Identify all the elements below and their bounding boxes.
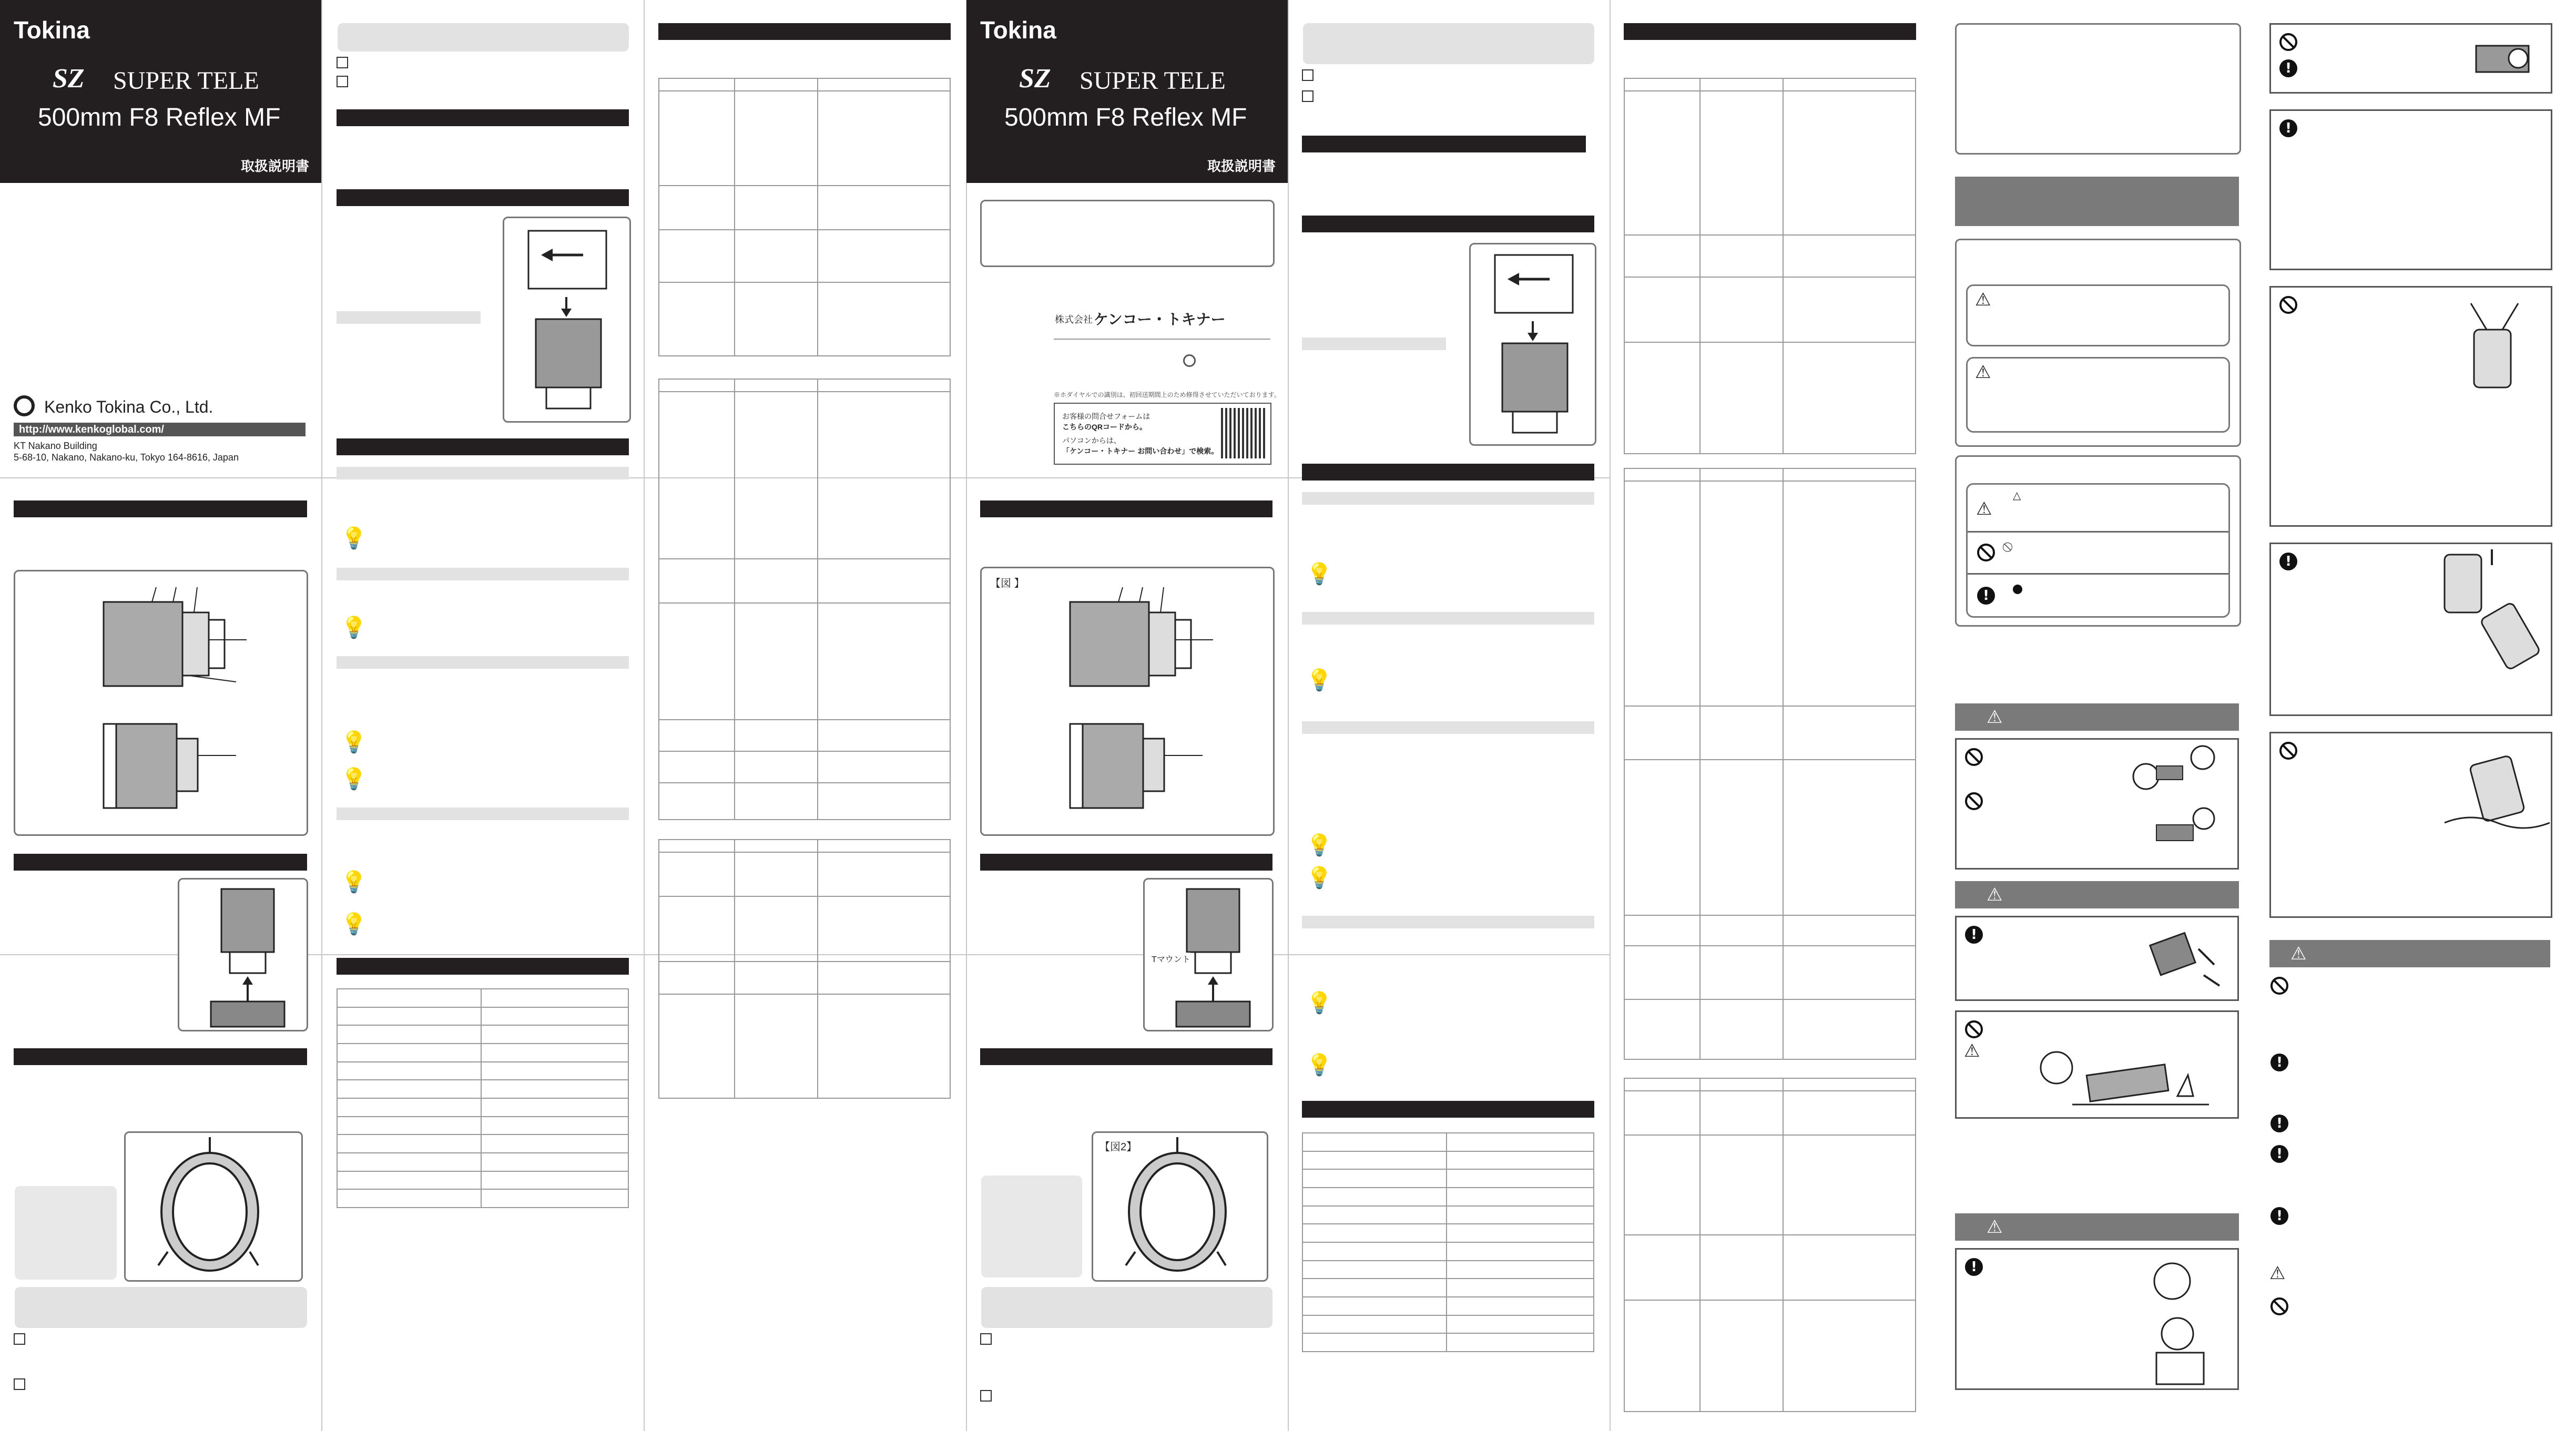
troubleshoot-table — [1624, 78, 1916, 454]
checkbox-icon[interactable] — [1302, 90, 1314, 102]
mandatory-icon: ! — [2270, 1207, 2288, 1225]
series-logo: SZ — [53, 64, 85, 94]
mandatory-icon: ! — [2279, 553, 2297, 570]
warning-triangle-icon: ⚠ — [1987, 707, 2003, 728]
caption-bar — [1302, 338, 1446, 350]
company-name: Kenko Tokina Co., Ltd. — [44, 397, 213, 416]
checkbox-icon[interactable] — [980, 1390, 992, 1402]
section-title-bar — [338, 23, 629, 52]
symbol-meaning-box — [1955, 455, 2241, 627]
checkbox-icon[interactable] — [14, 1378, 25, 1390]
subsection-bar — [1302, 492, 1594, 505]
subsection-bar — [1302, 612, 1594, 625]
section-header — [1302, 216, 1594, 232]
bulb-icon: 💡 — [341, 731, 367, 754]
warning-bar — [1955, 703, 2239, 731]
bulb-icon: 💡 — [341, 913, 367, 936]
bulb-icon: 💡 — [1306, 834, 1332, 857]
company-name: ケンコー・トキナー — [1094, 311, 1226, 328]
subsection-bar — [337, 467, 629, 479]
mandatory-icon: ! — [2270, 1054, 2288, 1071]
company-logo-icon — [14, 395, 35, 416]
qr-box — [1054, 403, 1271, 465]
section-header — [337, 958, 629, 975]
caution-item — [2269, 732, 2552, 918]
series-name: SUPER TELE — [1080, 67, 1226, 95]
subsection-bar — [337, 808, 629, 820]
warning-triangle-icon: ⚠ — [1975, 362, 1991, 383]
section-header — [1302, 136, 1586, 152]
subsection-bar — [1302, 916, 1594, 928]
symbol-list — [1966, 483, 2230, 618]
company-prefix: 株式会社 — [1055, 314, 1093, 325]
qr-text-1: お客様の問合せフォームは — [1062, 412, 1150, 421]
warning-legend — [1966, 284, 2230, 346]
note-box — [981, 1176, 1082, 1277]
child-safety-illustration-icon — [1957, 1250, 2237, 1388]
cover-header — [0, 0, 321, 183]
figure-label: 【図 】 — [990, 578, 1025, 589]
bulb-icon: 💡 — [341, 616, 367, 639]
bulb-icon: 💡 — [1306, 669, 1332, 692]
lens-diagram-icon — [982, 568, 1273, 834]
lens-cleaning-illustration-icon — [2271, 25, 2551, 92]
bulb-icon: 💡 — [341, 768, 367, 791]
notice-box — [980, 200, 1275, 267]
bulb-icon: 💡 — [341, 871, 367, 894]
caution-item — [2269, 543, 2552, 716]
checkbox-icon[interactable] — [980, 1333, 992, 1345]
note-bar — [981, 1287, 1272, 1328]
section-header — [1302, 1101, 1594, 1118]
ring-figure — [124, 1131, 303, 1282]
fold-line — [321, 0, 322, 1431]
lens-storage-illustration-icon — [2271, 544, 2551, 714]
caution-item — [2269, 286, 2552, 527]
checkbox-icon[interactable] — [337, 76, 348, 87]
warning-triangle-icon: ⚠ — [2269, 1263, 2286, 1284]
prohibited-icon — [2270, 1297, 2288, 1315]
warning-item — [1955, 916, 2239, 1001]
mandatory-icon: ! — [1965, 1258, 1983, 1276]
qr-text-4: 「ケンコー・トキナー お問い合わせ」で検索。 — [1062, 447, 1219, 455]
note-bar — [15, 1287, 307, 1328]
section-header — [658, 23, 951, 40]
fold-line — [1288, 0, 1289, 1431]
warning-triangle-icon: ⚠ — [1976, 498, 1992, 519]
bulb-icon: 💡 — [1306, 563, 1332, 586]
troubleshoot-table — [1624, 1078, 1916, 1412]
drop-lens-illustration-icon — [1957, 917, 2237, 999]
fold-line — [966, 0, 967, 1431]
mandatory-icon: ! — [1965, 926, 1983, 944]
section-header — [980, 1048, 1272, 1065]
mandatory-icon: ! — [2270, 1115, 2288, 1132]
manual-label: 取扱説明書 — [241, 158, 310, 174]
mandatory-icon: ! — [2270, 1145, 2288, 1163]
mandatory-icon: ! — [2279, 59, 2297, 77]
qr-text-3: パソコンからは、 — [1062, 436, 1121, 445]
mount-diagram-icon — [179, 880, 307, 1030]
warning-item — [1955, 738, 2239, 870]
safety-title-bar — [1955, 177, 2239, 226]
warning-triangle-icon: ⚠ — [1964, 1040, 1980, 1061]
warning-item — [1955, 1248, 2239, 1390]
warning-triangle-icon: ⚠ — [2290, 943, 2307, 964]
troubleshoot-table — [1624, 468, 1916, 1060]
qr-code-icon[interactable] — [1221, 408, 1266, 458]
hood-diagram-icon — [1471, 244, 1595, 444]
warning-item — [1955, 1010, 2239, 1119]
specs-table — [1302, 1132, 1594, 1352]
prohibited-icon — [1977, 544, 1995, 561]
troubleshoot-table — [658, 839, 951, 1099]
section-header — [14, 500, 307, 517]
ring-figure — [1092, 1131, 1268, 1282]
section-header — [14, 1048, 307, 1065]
section-header — [337, 109, 629, 126]
section-header — [980, 500, 1272, 517]
t-mount-label: Tマウント — [1152, 953, 1190, 965]
warning-triangle-icon: △ — [2013, 489, 2021, 502]
cover-header — [966, 0, 1288, 183]
brand-logo: Tokina — [980, 16, 1056, 44]
qr-text-2: こちらのQRコードから。 — [1062, 423, 1147, 431]
small-notice: ※ホダイヤルでの識別は、初回送期間上のため修得させていただいております。 — [1054, 391, 1280, 398]
checkbox-icon[interactable] — [337, 57, 348, 68]
divider — [1054, 339, 1270, 340]
ring-diagram-icon — [1093, 1133, 1267, 1280]
address-line2: 5-68-10, Nakano, Nakano-ku, Tokyo 164-8616, Japan — [14, 452, 239, 463]
mandatory-icon: ! — [2279, 119, 2297, 137]
lens-handling-illustration-icon — [2271, 288, 2551, 525]
series-name: SUPER TELE — [113, 67, 259, 95]
section-header — [14, 854, 307, 871]
lens-diagram-icon — [15, 571, 307, 834]
warning-triangle-icon: ⚠ — [1987, 1217, 2003, 1238]
mount-figure — [178, 878, 308, 1031]
hood-figure — [503, 217, 631, 423]
section-header — [1302, 464, 1594, 481]
lens-parts-figure — [14, 570, 308, 836]
sun-viewing-illustration-icon — [1957, 740, 2237, 868]
fold-line — [644, 0, 645, 1431]
section-header — [1624, 23, 1916, 40]
caption-bar — [337, 311, 481, 324]
caution-item — [2269, 23, 2552, 94]
caution-legend — [1966, 357, 2230, 433]
subsection-bar — [337, 568, 629, 580]
recycle-icon — [1183, 354, 1196, 367]
troubleshoot-table — [658, 78, 951, 356]
subsection-bar — [1302, 721, 1594, 734]
warning-triangle-icon: ⚠ — [1975, 289, 1991, 310]
specs-table — [337, 988, 629, 1208]
caution-item — [2269, 109, 2552, 270]
company-url[interactable]: http://www.kenkoglobal.com/ — [14, 423, 306, 436]
ring-diagram-icon — [126, 1133, 301, 1280]
caution-bar — [2269, 940, 2550, 967]
section-title-bar — [1303, 23, 1594, 64]
symbol-legend-box — [1955, 239, 2241, 447]
manual-label: 取扱説明書 — [1207, 158, 1276, 174]
bulb-icon: 💡 — [341, 527, 367, 550]
section-header — [980, 854, 1272, 871]
bulb-icon: 💡 — [1306, 1054, 1332, 1077]
section-header — [337, 438, 629, 455]
figure-label: 【図2】 — [1099, 1141, 1137, 1153]
bulb-icon: 💡 — [1306, 992, 1332, 1015]
checkbox-icon[interactable] — [14, 1333, 25, 1345]
hood-figure — [1469, 243, 1596, 446]
prohibited-icon — [2270, 977, 2288, 995]
troubleshoot-table — [658, 379, 951, 820]
warning-bar — [1955, 1213, 2239, 1241]
bulb-icon: 💡 — [1306, 866, 1332, 890]
model-name: 500mm F8 Reflex MF — [1004, 104, 1247, 131]
warning-triangle-icon: ⚠ — [1987, 884, 2003, 905]
sun-fire-illustration-icon — [1957, 1012, 2237, 1117]
subsection-bar — [337, 656, 629, 669]
model-name: 500mm F8 Reflex MF — [38, 104, 281, 131]
mandatory-icon-small — [2013, 585, 2022, 594]
series-logo: SZ — [1019, 64, 1051, 94]
lens-parts-figure — [980, 567, 1275, 836]
water-illustration-icon — [2271, 733, 2551, 916]
brand-logo: Tokina — [14, 16, 90, 44]
fold-line — [1610, 0, 1611, 1431]
mandatory-icon: ! — [1977, 587, 1995, 605]
warning-bar — [1955, 881, 2239, 908]
intro-box — [1955, 23, 2241, 155]
address-line1: KT Nakano Building — [14, 441, 97, 451]
hood-diagram-icon — [504, 218, 629, 421]
checkbox-icon[interactable] — [1302, 69, 1314, 81]
section-header — [337, 189, 629, 206]
note-box — [15, 1186, 117, 1280]
